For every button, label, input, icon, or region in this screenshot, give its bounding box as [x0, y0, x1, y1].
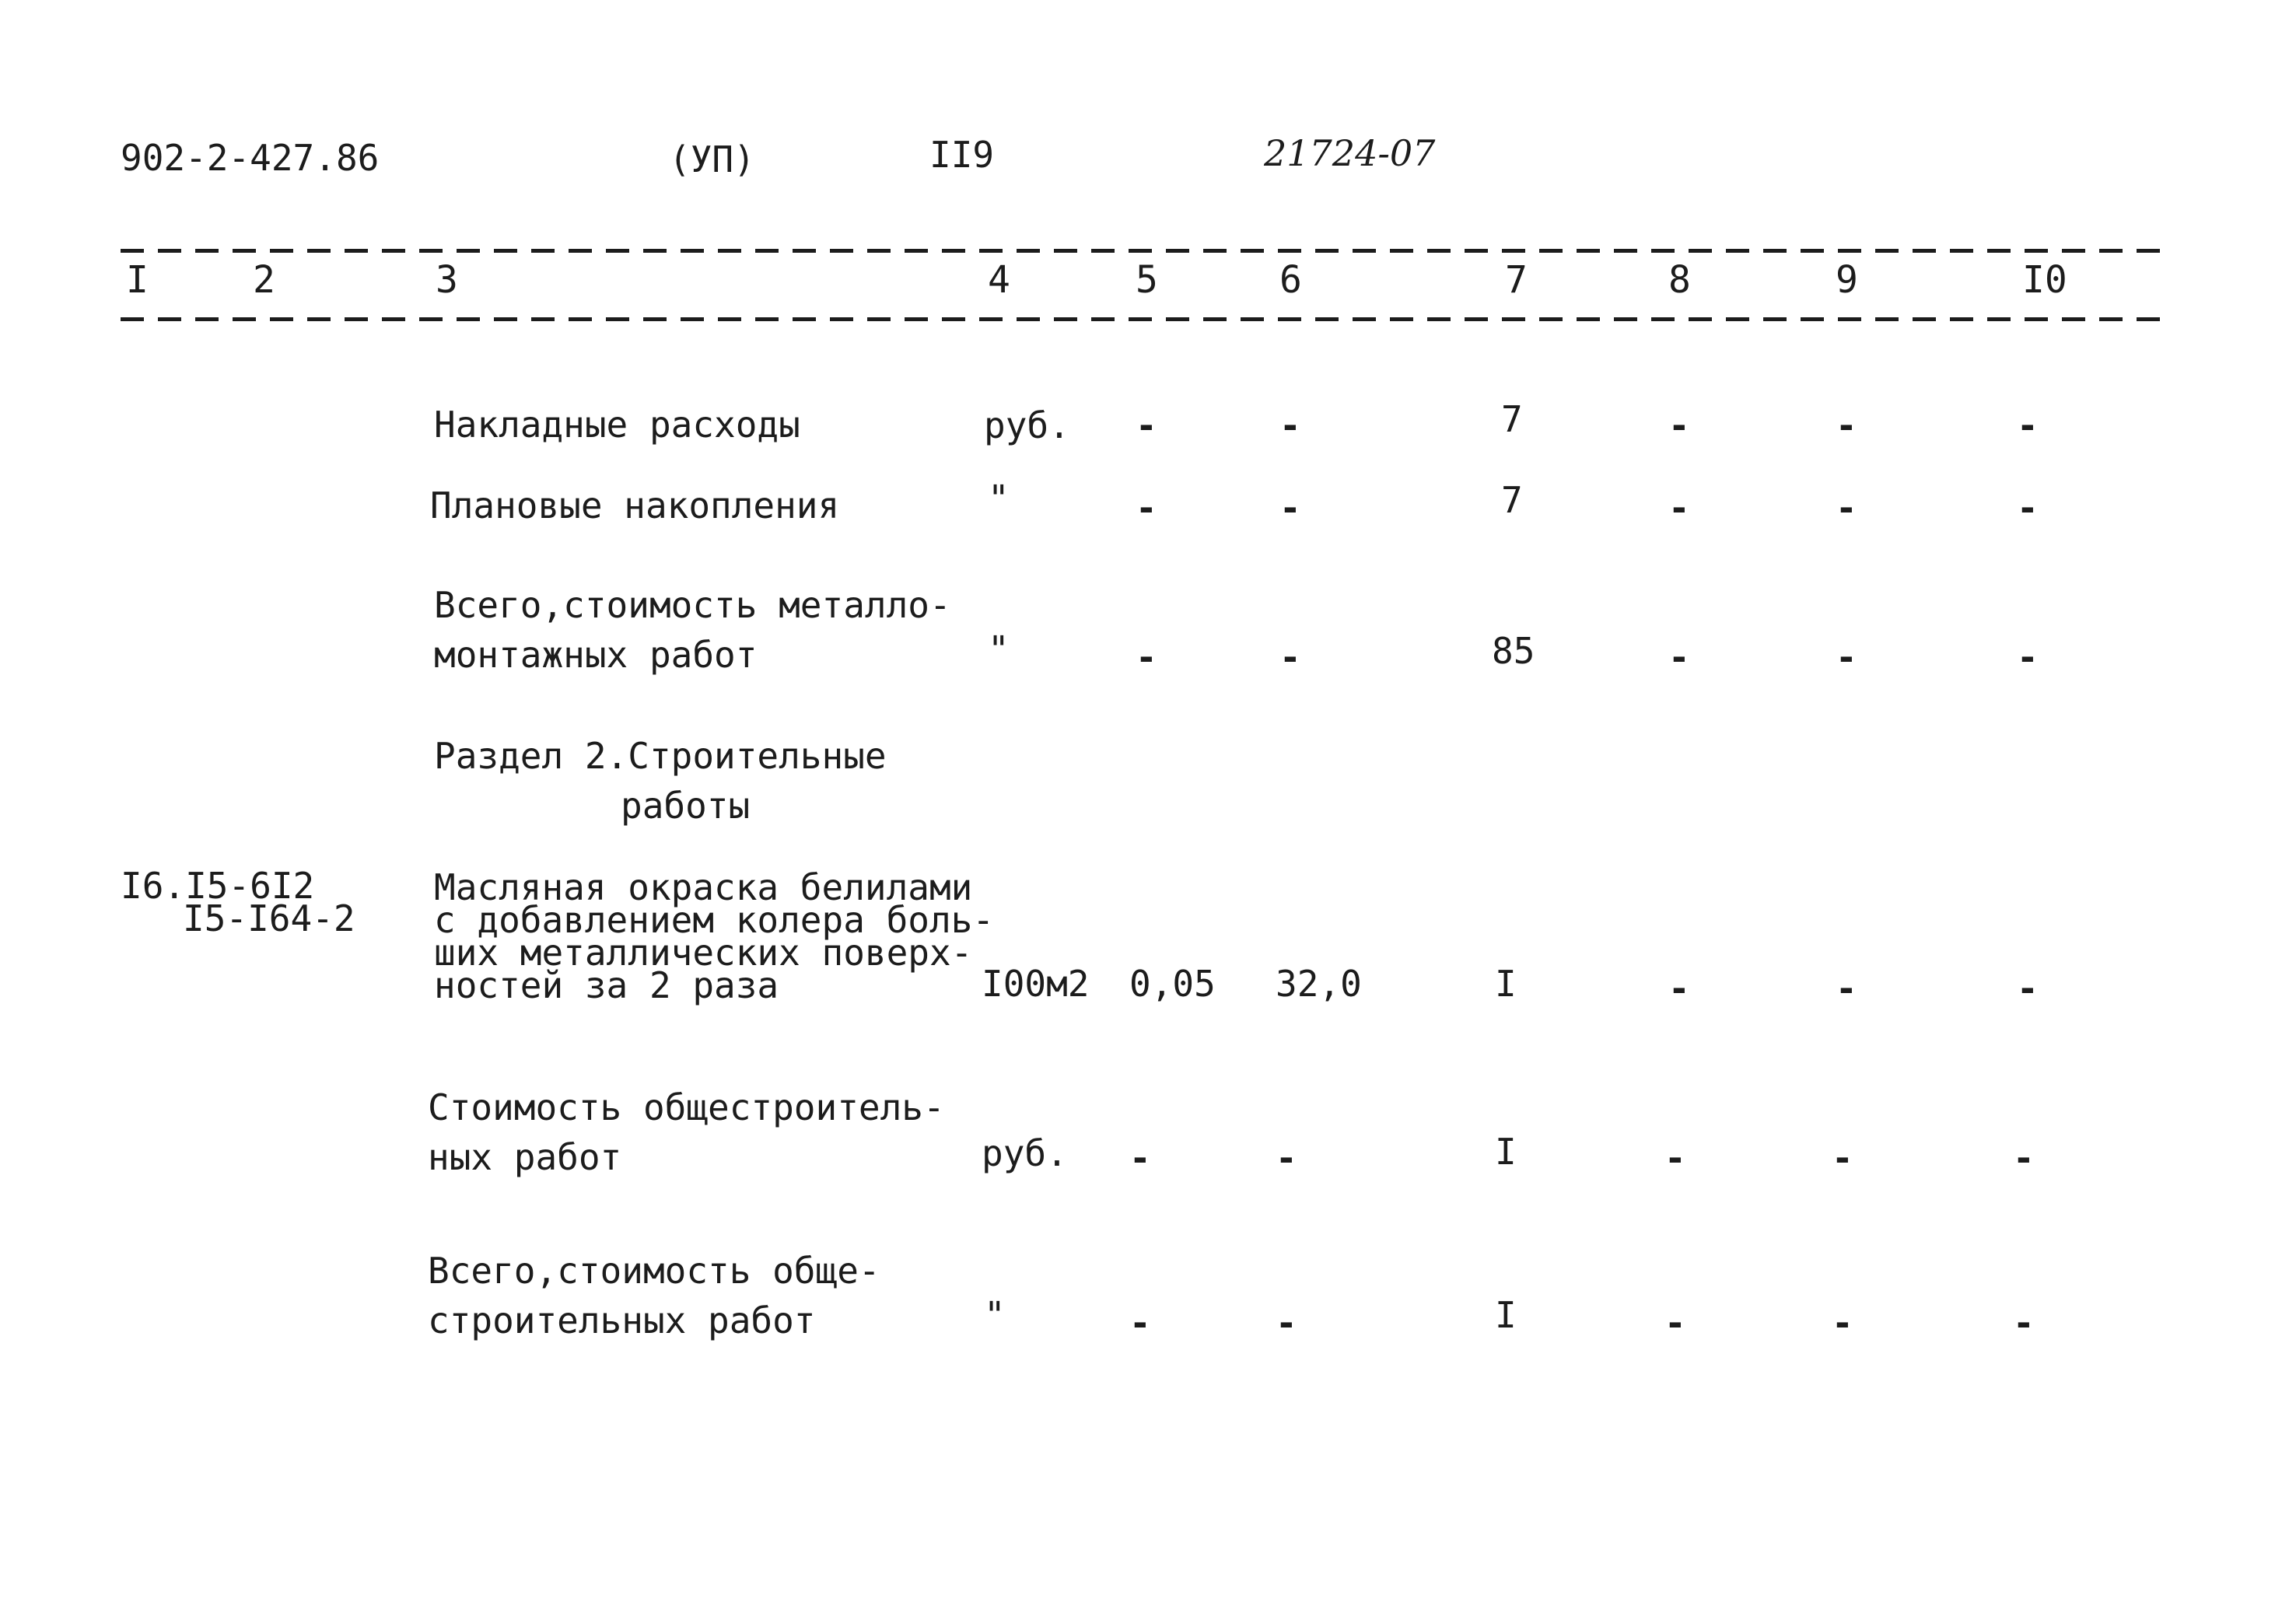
col9-cell: -: [1832, 1137, 1853, 1179]
description-line: Масляная окраска белилами: [434, 866, 973, 908]
col9-cell: -: [1836, 404, 1857, 446]
column-header-3: 3: [436, 258, 458, 302]
unit-cell: ": [988, 477, 1010, 519]
section-heading-line: работы: [621, 785, 751, 827]
col10-cell: -: [2017, 487, 2039, 529]
col8-cell: -: [1664, 1137, 1686, 1179]
unit-cell: руб.: [982, 1132, 1068, 1174]
unit-cell: I00м2: [982, 963, 1090, 1005]
price-cell: -: [1276, 1137, 1297, 1179]
column-header-8: 8: [1668, 258, 1691, 302]
col9-cell: -: [1836, 636, 1857, 678]
row-description: [428, 1246, 880, 1345]
total-cell: 85: [1492, 630, 1535, 672]
price-cell: 32,0: [1276, 963, 1362, 1005]
section-heading-line: Раздел 2.Строительные: [434, 735, 887, 777]
row-description: [434, 580, 951, 680]
col8-cell: -: [1668, 404, 1690, 446]
col8-cell: -: [1668, 636, 1690, 678]
quantity-cell: -: [1136, 404, 1157, 446]
row-description: [428, 1083, 945, 1182]
description-line: Всего,стоимость обще-: [428, 1250, 880, 1292]
description-line: ных работ: [428, 1136, 622, 1178]
column-header-10: I0: [2022, 258, 2067, 302]
description-line: Всего,стоимость металло-: [434, 584, 951, 626]
total-cell: I: [1495, 1294, 1517, 1336]
column-header-2: 2: [253, 258, 275, 302]
row-code: [121, 865, 355, 939]
price-cell: -: [1279, 487, 1301, 529]
price-cell: -: [1279, 404, 1301, 446]
unit-cell: руб.: [984, 404, 1070, 446]
unit-cell: ": [988, 628, 1010, 670]
column-header-9: 9: [1836, 258, 1858, 302]
col9-cell: -: [1832, 1302, 1853, 1344]
description-line: ностей за 2 раза: [434, 964, 779, 1006]
page-number: II9: [929, 134, 995, 176]
quantity-cell: -: [1136, 636, 1157, 678]
row-description: [434, 866, 995, 1006]
code-line: I5-I64-2: [183, 897, 355, 939]
col8-cell: -: [1664, 1302, 1686, 1344]
description-line: Накладные расходы: [434, 404, 800, 446]
col10-cell: -: [2017, 636, 2039, 678]
col9-cell: -: [1836, 967, 1857, 1009]
column-header-6: 6: [1279, 258, 1302, 302]
unit-cell: ": [984, 1294, 1006, 1336]
header-rule-bottom: [121, 317, 2174, 321]
total-cell: 7: [1501, 479, 1523, 521]
header-rule-top: [121, 249, 2174, 253]
total-cell: I: [1495, 1131, 1517, 1173]
col8-cell: -: [1668, 487, 1690, 529]
col9-cell: -: [1836, 487, 1857, 529]
description-line: ших металлических поверх-: [434, 932, 973, 974]
quantity-cell: 0,05: [1129, 963, 1216, 1005]
quantity-cell: -: [1129, 1137, 1151, 1179]
total-cell: 7: [1501, 398, 1523, 440]
description-line: строительных работ: [428, 1299, 816, 1341]
section-mark: (УП): [669, 138, 755, 180]
column-header-7: 7: [1505, 258, 1528, 302]
section-heading: [434, 731, 887, 831]
quantity-cell: -: [1136, 487, 1157, 529]
total-cell: I: [1495, 963, 1517, 1005]
price-cell: -: [1279, 636, 1301, 678]
description-line: с добавлением колера боль-: [434, 899, 995, 941]
column-header-4: 4: [988, 258, 1010, 302]
col10-cell: -: [2013, 1302, 2035, 1344]
col8-cell: -: [1668, 967, 1690, 1009]
row-description: [430, 481, 839, 530]
row-description: [434, 400, 800, 449]
quantity-cell: -: [1129, 1302, 1151, 1344]
description-line: Стоимость общестроитель-: [428, 1086, 945, 1128]
column-header-1: I: [126, 258, 149, 302]
column-header-5: 5: [1136, 258, 1158, 302]
handwritten-number: 21724-07: [1264, 132, 1436, 174]
price-cell: -: [1276, 1302, 1297, 1344]
document-number: 902-2-427.86: [121, 137, 380, 179]
col10-cell: -: [2017, 967, 2039, 1009]
description-line: Плановые накопления: [430, 484, 840, 526]
code-line: I6.I5-6I2: [121, 865, 315, 907]
description-line: монтажных работ: [434, 634, 758, 676]
col10-cell: -: [2017, 404, 2039, 446]
col10-cell: -: [2013, 1137, 2035, 1179]
